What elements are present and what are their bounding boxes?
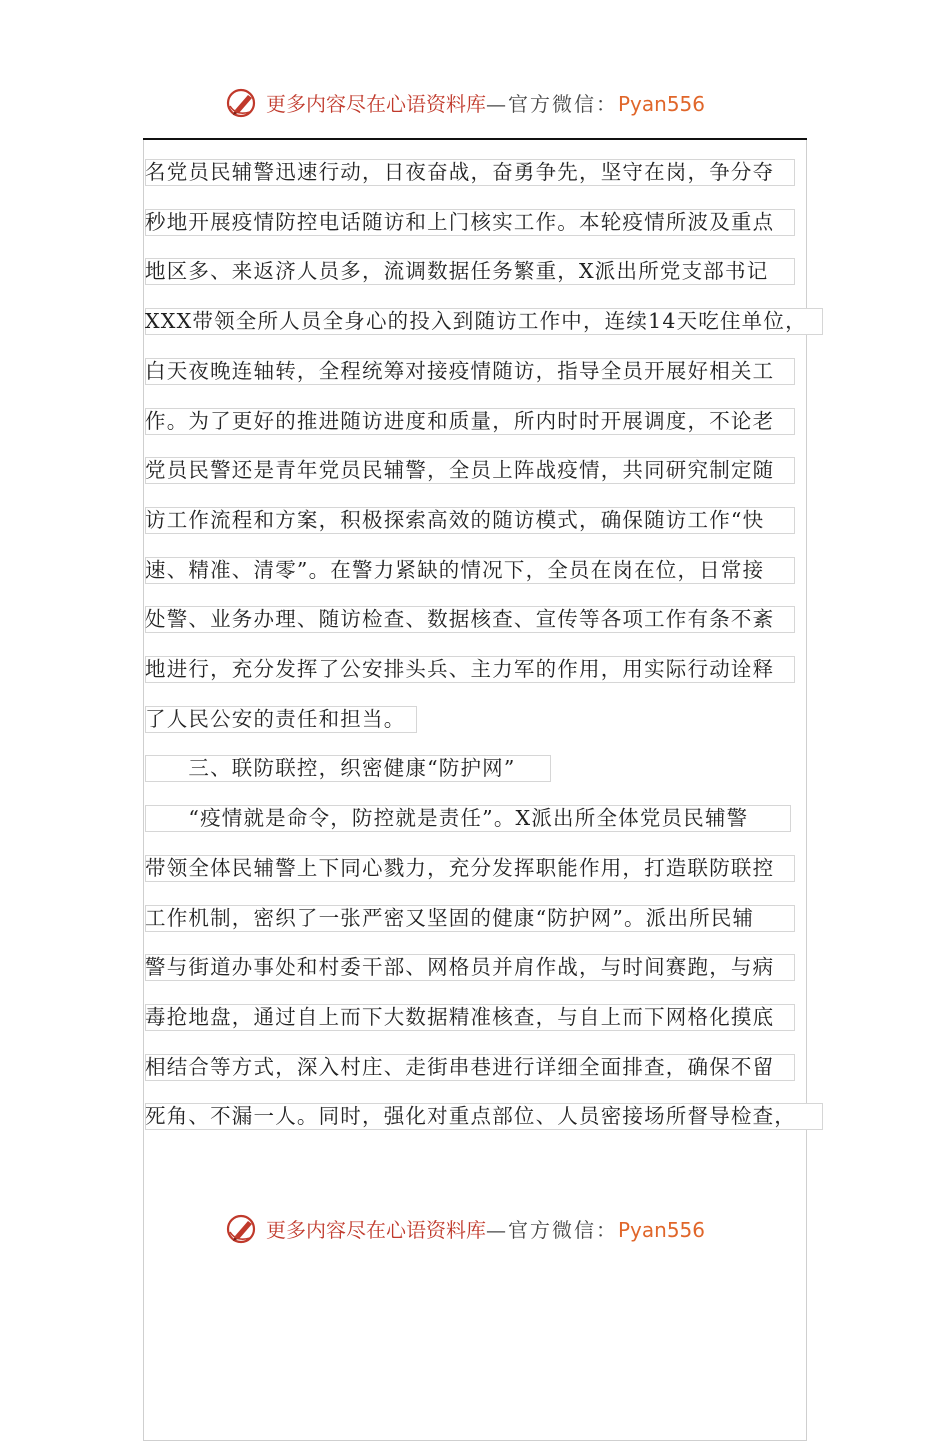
banner-title: 更多内容尽在心语资料库 xyxy=(266,1218,486,1242)
body-line-text: 党员民警还是青年党员民辅警，全员上阵战疫情，共同研究制定随 xyxy=(145,458,775,482)
body-line xyxy=(145,306,807,336)
header-banner-text xyxy=(266,90,705,118)
body-line-text: 处警、业务办理、随访检查、数据核查、宣传等各项工作有条不紊 xyxy=(145,607,775,631)
banner-wechat-id: Pyan556 xyxy=(618,1218,706,1242)
body-line xyxy=(145,356,774,386)
body-line xyxy=(145,207,774,237)
body-line xyxy=(145,803,748,833)
header-banner xyxy=(0,84,950,124)
body-line-text: 作。为了更好的推进随访进度和质量，所内时时开展调度，不论老 xyxy=(145,409,775,433)
body-line xyxy=(145,853,774,883)
body-line-text: 带领全体民辅警上下同心戮力，充分发挥职能作用，打造联防联控 xyxy=(145,856,775,880)
body-line xyxy=(145,903,754,933)
body-line-text: 秒地开展疫情防控电话随访和上门核实工作。本轮疫情所波及重点 xyxy=(145,210,775,234)
body-line xyxy=(145,505,764,535)
banner-wechat-label: —官方微信： xyxy=(486,92,618,116)
body-line-text: 访工作流程和方案，积极探索高效的随访模式，确保随访工作“快 xyxy=(145,508,765,532)
body-line-text: 地进行，充分发挥了公安排头兵、主力军的作用，用实际行动诠释 xyxy=(145,657,775,681)
body-line xyxy=(145,604,774,634)
pen-logo-icon xyxy=(226,86,260,120)
body-line-text: 速、精准、清零”。在警力紧缺的情况下，全员在岗在位，日常接 xyxy=(145,558,765,582)
body-line xyxy=(145,704,405,734)
body-line xyxy=(145,753,516,783)
body-line xyxy=(145,157,774,187)
body-line-text: 警与街道办事处和村委干部、网格员并肩作战，与时间赛跑，与病 xyxy=(145,955,775,979)
body-line-text: 相结合等方式，深入村庄、走街串巷进行详细全面排查，确保不留 xyxy=(145,1055,775,1079)
body-line-text: 地区多、来返济人员多，流调数据任务繁重，X派出所党支部书记 xyxy=(145,259,769,283)
banner-title: 更多内容尽在心语资料库 xyxy=(266,92,486,116)
body-line-text: 三、联防联控，织密健康“防护网” xyxy=(145,756,516,780)
body-line-text: 白天夜晚连轴转，全程统筹对接疫情随访，指导全员开展好相关工 xyxy=(145,359,775,383)
body-line-text: 毒抢地盘，通过自上而下大数据精准核查，与自上而下网格化摸底 xyxy=(145,1005,775,1029)
body-line xyxy=(145,555,764,585)
body-line-text: 了人民公安的责任和担当。 xyxy=(145,707,406,731)
footer-banner xyxy=(0,1210,950,1250)
body-line xyxy=(145,654,774,684)
body-line xyxy=(145,952,774,982)
body-line-text: “疫情就是命令，防控就是责任”。X派出所全体党员民辅警 xyxy=(145,806,749,830)
body-line xyxy=(145,1101,796,1131)
footer-banner-text xyxy=(266,1216,705,1244)
body-line xyxy=(145,256,768,286)
banner-wechat-label: —官方微信： xyxy=(486,1218,618,1242)
body-line-text: 名党员民辅警迅速行动，日夜奋战，奋勇争先，坚守在岗，争分夺 xyxy=(145,160,775,184)
body-line-text: 死角、不漏一人。同时，强化对重点部位、人员密接场所督导检查， xyxy=(145,1104,796,1128)
body-line-text: 工作机制，密织了一张严密又坚固的健康“防护网”。派出所民辅 xyxy=(145,906,755,930)
pen-logo-icon xyxy=(226,1212,260,1246)
body-line xyxy=(145,1052,774,1082)
body-line xyxy=(145,1002,774,1032)
banner-wechat-id: Pyan556 xyxy=(618,92,706,116)
body-line-text: XXX带领全所人员全身心的投入到随访工作中，连续14天吃住单位， xyxy=(145,309,807,333)
body-line xyxy=(145,455,774,485)
body-line xyxy=(145,406,774,436)
